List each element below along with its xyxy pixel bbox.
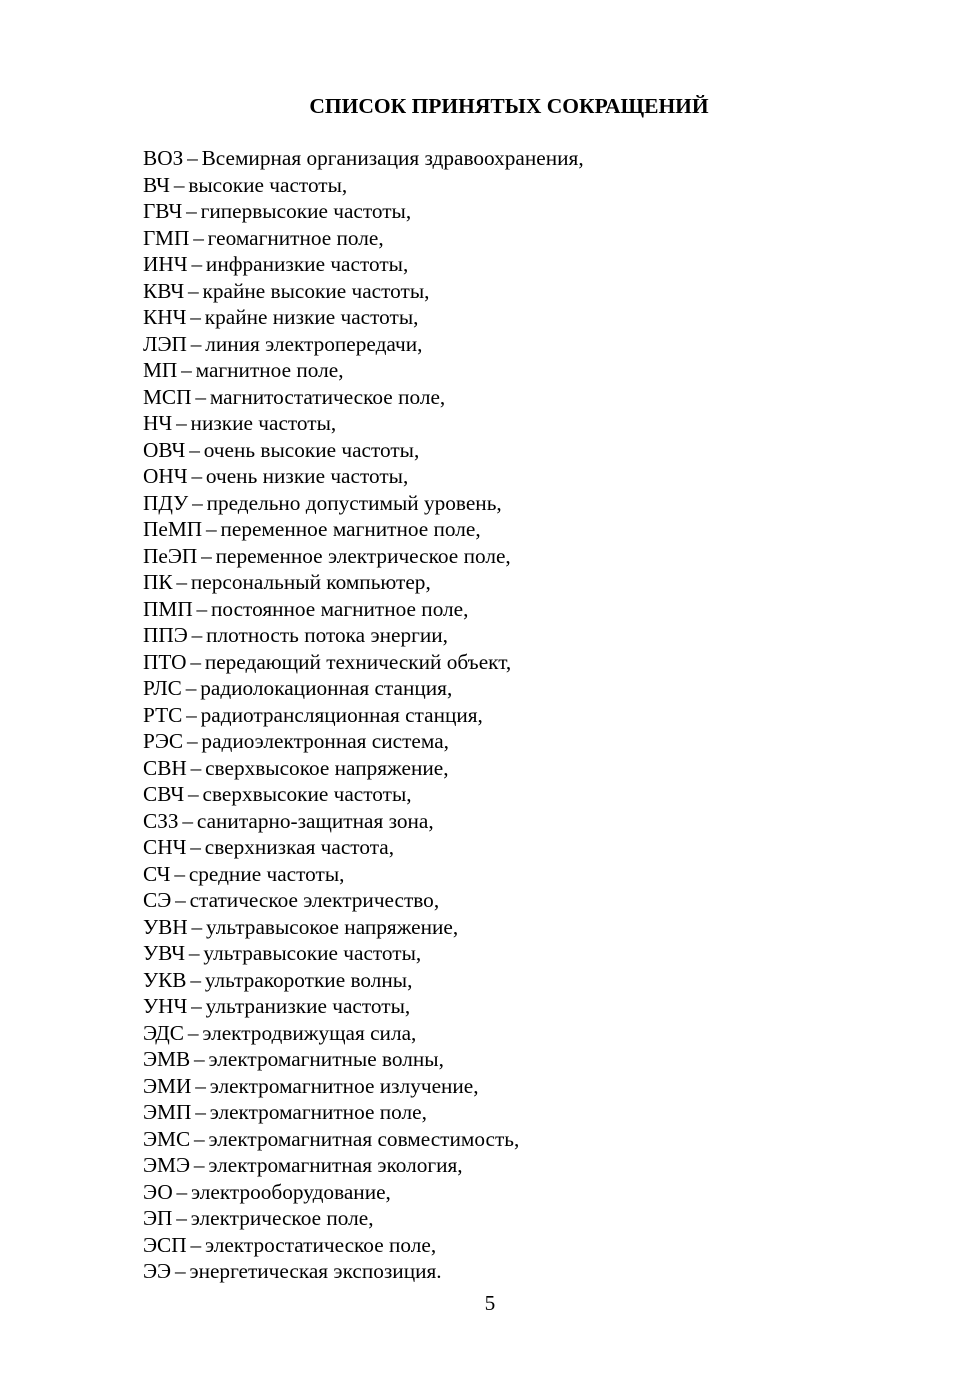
abbreviation: ЛЭП	[143, 331, 187, 356]
dash-separator: –	[187, 146, 198, 170]
definition: ультракороткие волны,	[204, 967, 413, 992]
dash-separator: –	[194, 1126, 205, 1151]
dash-separator: –	[193, 1153, 205, 1177]
definition: очень высокие частоты,	[203, 437, 420, 462]
dash-separator: –	[190, 649, 201, 674]
list-item	[143, 993, 584, 1020]
list-item	[143, 1046, 584, 1073]
dash-separator: –	[190, 755, 202, 780]
abbreviation: ИНЧ	[143, 252, 188, 276]
dash-separator: –	[188, 782, 199, 806]
list-item	[143, 1020, 584, 1047]
dash-separator: –	[188, 278, 199, 303]
abbreviation: РЛС	[143, 676, 182, 700]
list-item	[143, 172, 584, 199]
definition: плотность потока энергии,	[206, 623, 448, 647]
dash-separator: –	[176, 570, 188, 594]
list-item	[143, 781, 584, 808]
abbreviation: СЧ	[143, 861, 171, 886]
abbreviation: ЭМП	[143, 1100, 192, 1124]
definition: санитарно-защитная зона,	[196, 808, 434, 833]
definition: линия электропередачи,	[205, 331, 423, 356]
list-item	[143, 278, 584, 305]
dash-separator: –	[190, 331, 202, 356]
definition: электростатическое поле,	[204, 1232, 437, 1257]
list-item	[143, 463, 584, 490]
dash-separator: –	[182, 808, 194, 833]
definition: геомагнитное поле,	[207, 225, 384, 250]
abbreviation: СНЧ	[143, 835, 187, 859]
list-item	[143, 516, 584, 543]
abbreviation: ЭО	[143, 1179, 173, 1204]
definition: магнитостатическое поле,	[209, 384, 446, 409]
dash-separator: –	[191, 914, 203, 939]
abbreviation: ГВЧ	[143, 199, 183, 223]
dash-separator: –	[192, 490, 203, 515]
list-item	[143, 1205, 584, 1232]
abbreviation: СЗЗ	[143, 808, 179, 833]
dash-separator: –	[195, 1100, 206, 1124]
list-item	[143, 198, 584, 225]
list-item	[143, 1152, 584, 1179]
abbreviation: ПеЭП	[143, 543, 198, 568]
definition: персональный компьютер,	[190, 570, 431, 594]
abbreviation: ОНЧ	[143, 464, 188, 488]
abbreviation: ЭМС	[143, 1126, 191, 1151]
dash-separator: –	[190, 305, 201, 329]
dash-separator: –	[194, 1047, 205, 1071]
dash-separator: –	[174, 1259, 186, 1283]
definition: электромагнитная экология,	[208, 1153, 463, 1177]
definition: статическое электричество,	[189, 888, 440, 912]
list-item	[143, 1099, 584, 1126]
definition: предельно допустимый уровень,	[206, 490, 502, 515]
dash-separator: –	[185, 676, 197, 700]
list-item	[143, 675, 584, 702]
list-item	[143, 225, 584, 252]
definition: Всемирная организация здравоохранения,	[201, 146, 584, 170]
abbreviation: СЭ	[143, 888, 172, 912]
abbreviation: МСП	[143, 384, 192, 409]
definition: электромагнитная совместимость,	[208, 1126, 520, 1151]
abbreviation: ПМП	[143, 596, 193, 621]
list-item	[143, 1073, 584, 1100]
dash-separator: –	[195, 384, 207, 409]
abbreviation: ЭСП	[143, 1232, 187, 1257]
abbreviation: ЭДС	[143, 1020, 185, 1045]
dash-separator: –	[196, 596, 208, 621]
list-item	[143, 622, 584, 649]
definition: радиолокационная станция,	[200, 676, 453, 700]
abbreviation: ЭМВ	[143, 1047, 191, 1071]
list-item	[143, 251, 584, 278]
definition: постоянное магнитное поле,	[211, 596, 469, 621]
list-item	[143, 596, 584, 623]
abbreviation: НЧ	[143, 411, 173, 435]
list-item	[143, 887, 584, 914]
abbreviation: ППЭ	[143, 623, 188, 647]
definition: электрооборудование,	[191, 1179, 391, 1204]
list-item	[143, 808, 584, 835]
definition: энергетическая экспозиция.	[189, 1259, 442, 1283]
definition: магнитное поле,	[195, 358, 344, 382]
list-item	[143, 728, 584, 755]
list-item	[143, 1232, 584, 1259]
list-item	[143, 1258, 584, 1285]
abbreviation: ПК	[143, 570, 173, 594]
dash-separator: –	[190, 1232, 202, 1257]
definition: ультравысокое напряжение,	[205, 914, 459, 939]
definition: переменное магнитное поле,	[220, 517, 481, 541]
abbreviation: ПТО	[143, 649, 187, 674]
list-item	[143, 1179, 584, 1206]
abbreviation: ЭМИ	[143, 1073, 192, 1098]
dash-separator: –	[190, 967, 201, 992]
definition: инфранизкие частоты,	[205, 252, 409, 276]
abbreviation: ВЧ	[143, 172, 170, 197]
dash-separator: –	[201, 543, 212, 568]
list-item	[143, 357, 584, 384]
list-item	[143, 940, 584, 967]
abbreviation: УВЧ	[143, 941, 186, 965]
dash-separator: –	[176, 1206, 187, 1230]
dash-separator: –	[191, 623, 203, 647]
abbreviation: ВОЗ	[143, 146, 184, 170]
definition: крайне низкие частоты,	[204, 305, 419, 329]
dash-separator: –	[191, 994, 202, 1018]
abbreviation: МП	[143, 358, 178, 382]
page-number: 5	[484, 1291, 496, 1315]
definition: сверхнизкая частота,	[204, 835, 395, 859]
dash-separator: –	[188, 941, 200, 965]
definition: переменное электрическое поле,	[215, 543, 511, 568]
list-item	[143, 569, 584, 596]
abbreviation-list	[143, 145, 584, 1285]
dash-separator: –	[176, 1179, 188, 1204]
dash-separator: –	[189, 437, 200, 462]
definition: передающий технический объект,	[204, 649, 512, 674]
list-item	[143, 145, 584, 172]
definition: низкие частоты,	[190, 411, 337, 435]
list-item	[143, 967, 584, 994]
abbreviation: РЭС	[143, 729, 184, 753]
dash-separator: –	[190, 835, 201, 859]
definition: высокие частоты,	[188, 172, 348, 197]
abbreviation: ОВЧ	[143, 437, 186, 462]
definition: крайне высокие частоты,	[202, 278, 430, 303]
definition: электромагнитные волны,	[208, 1047, 444, 1071]
abbreviation: УКВ	[143, 967, 187, 992]
dash-separator: –	[176, 411, 187, 435]
list-item	[143, 755, 584, 782]
abbreviation: УНЧ	[143, 994, 188, 1018]
abbreviation: ПеМП	[143, 517, 203, 541]
dash-separator: –	[187, 1020, 199, 1045]
definition: средние частоты,	[188, 861, 345, 886]
dash-separator: –	[205, 517, 217, 541]
abbreviation: КНЧ	[143, 305, 187, 329]
dash-separator: –	[173, 172, 185, 197]
definition: радиоэлектронная система,	[201, 729, 449, 753]
dash-separator: –	[174, 861, 185, 886]
dash-separator: –	[195, 1073, 206, 1098]
dash-separator: –	[181, 358, 192, 382]
abbreviation: ГМП	[143, 225, 190, 250]
definition: радиотрансляционная станция,	[200, 702, 483, 727]
dash-separator: –	[186, 199, 197, 223]
definition: электродвижущая сила,	[202, 1020, 417, 1045]
abbreviation: ЭП	[143, 1206, 173, 1230]
abbreviation: ЭЭ	[143, 1259, 172, 1283]
dash-separator: –	[175, 888, 186, 912]
abbreviation: РТС	[143, 702, 183, 727]
list-item	[143, 490, 584, 517]
dash-separator: –	[186, 729, 198, 753]
list-item	[143, 543, 584, 570]
list-item	[143, 834, 584, 861]
dash-separator: –	[186, 702, 197, 727]
definition: очень низкие частоты,	[205, 464, 409, 488]
dash-separator: –	[191, 464, 203, 488]
definition: сверхвысокие частоты,	[202, 782, 412, 806]
dash-separator: –	[193, 225, 204, 250]
definition: ультранизкие частоты,	[205, 994, 411, 1018]
abbreviation: СВЧ	[143, 782, 185, 806]
abbreviation: ПДУ	[143, 490, 189, 515]
definition: электрическое поле,	[190, 1206, 374, 1230]
definition: электромагнитное поле,	[209, 1100, 427, 1124]
abbreviation: ЭМЭ	[143, 1153, 191, 1177]
list-item	[143, 384, 584, 411]
page-title: СПИСОК ПРИНЯТЫХ СОКРАЩЕНИЙ	[309, 94, 709, 118]
list-item	[143, 331, 584, 358]
list-item	[143, 437, 584, 464]
abbreviation: КВЧ	[143, 278, 185, 303]
list-item	[143, 914, 584, 941]
list-item	[143, 1126, 584, 1153]
list-item	[143, 304, 584, 331]
definition: электромагнитное излучение,	[209, 1073, 479, 1098]
dash-separator: –	[191, 252, 203, 276]
list-item	[143, 702, 584, 729]
list-item	[143, 861, 584, 888]
list-item	[143, 649, 584, 676]
definition: гипервысокие частоты,	[200, 199, 412, 223]
abbreviation: УВН	[143, 914, 188, 939]
definition: ультравысокие частоты,	[203, 941, 422, 965]
list-item	[143, 410, 584, 437]
definition: сверхвысокое напряжение,	[205, 755, 449, 780]
abbreviation: СВН	[143, 755, 187, 780]
